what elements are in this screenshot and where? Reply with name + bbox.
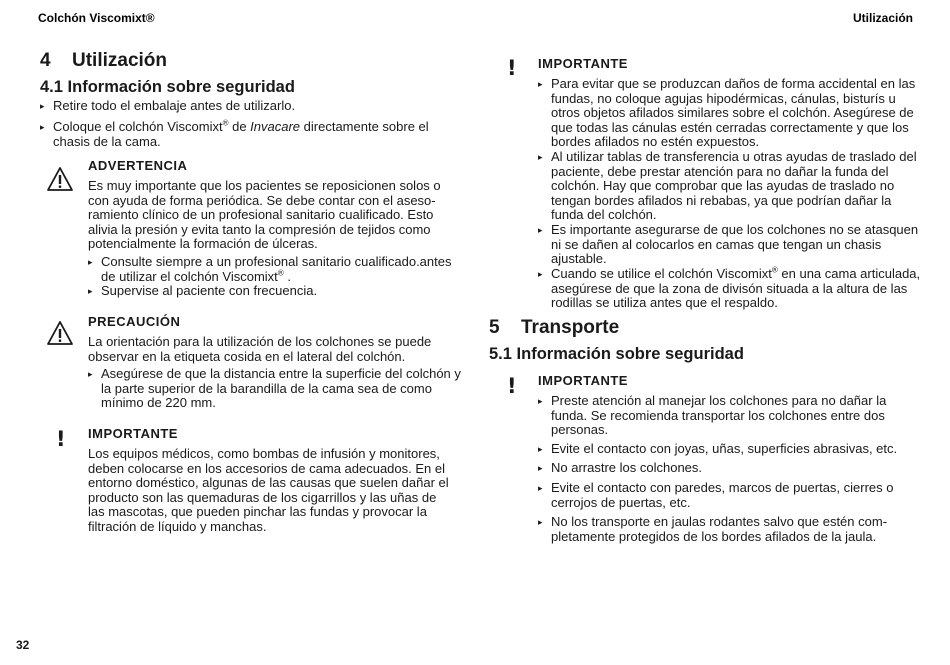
- section-5-bullet-drag: ▸ No arrastre los colchones.: [538, 461, 923, 476]
- running-header-product: [38, 11, 155, 25]
- importante-label: IMPORTANTE: [88, 426, 178, 441]
- importante-text: Los equipos médicos, como bombas de infusión y monitores, deben colocarse en los accesorios de cama adecuados. En el entorno doméstico, algunas de las causas que suelen dañar el producto son las quemaduras de los cigarrillos y las uñas de las mascotas, que pueden pinchar las fundas y provocar la filtración de líquido y manchas.: [88, 446, 449, 534]
- section-4-1-heading: [40, 78, 295, 97]
- exclamation-icon: !: [507, 374, 517, 398]
- bullet-remove-packaging: ▸ Retire todo el embalaje antes de utilizarlo.: [40, 99, 463, 114]
- section-5-title: Transporte: [521, 317, 620, 338]
- section-4-title: Utilización: [72, 50, 168, 71]
- precaucion-bullet-distance: ▸ Asegúrese de que la distancia entre la superficie del colchón y la parte superior de la barandilla de la cama sea de como mínimo de 220 mm.: [88, 367, 473, 411]
- precaucion-label: PRECAUCIÓN: [88, 314, 181, 329]
- section-4-1-title: Información sobre seguridad: [67, 78, 295, 96]
- exclamation-icon: !: [56, 427, 66, 451]
- right-importante-label: IMPORTANTE: [538, 56, 628, 71]
- running-header-section: Utilización: [852, 11, 913, 25]
- advertencia-text: Es muy importante que los pacientes se reposicionen solos o con ayuda de forma periódica. Se debe contar con el asesoramiento clínico de un profesional sanitario cualificado. Esto alivia la presión y evita tanto la compresión de tejidos como potencialmente la formación de úlceras.: [88, 178, 441, 252]
- section-5-bullet-cages: ▸ No los transporte en jaulas rodantes salvo que estén completamente protegidos de los bordes afilados de la jaula.: [538, 515, 923, 544]
- section-5-bullet-jewelry: ▸ Evite el contacto con joyas, uñas, superficies abrasivas, etc.: [538, 442, 923, 457]
- advertencia-bullet-supervise: ▸ Supervise al paciente con frecuencia.: [88, 284, 467, 299]
- right-importante-bullet-transfer: ▸ Al utilizar tablas de transferencia u otras ayudas de traslado del paciente, debe prestar atención para no dañar la funda del colchón. Hay que comprobar que las ayudas de traslado no tengan bordes afilados ni rebabas, ya que podrían dañar la funda del colchón.: [538, 150, 923, 223]
- bullet-place-mattress: ▸ Coloque el colchón Viscomixt® de Invacare directamente sobre el chasis de la cama.: [40, 120, 463, 149]
- exclamation-icon: !: [507, 56, 517, 80]
- page-number: 32: [16, 638, 30, 652]
- right-importante-bullet-needles: ▸ Para evitar que se produzcan daños de forma accidental en las fundas, no coloque agujas hipodérmicas, cánulas, bisturís u otros objetos afilados similares sobre el colchón. Asegúrese de que todas las cánulas estén cerradas correctamente y que los bordes afilados no estén expuestos.: [538, 77, 923, 150]
- section-5-bullet-handling: ▸ Preste atención al manejar los colchones para no dañar la funda. Se recomienda transportar los colchones entre dos personas.: [538, 394, 923, 438]
- precaucion-text: La orientación para la utilización de los colchones se puede observar en la etiqueta cosida en el lateral del colchón.: [88, 334, 432, 364]
- right-importante-bullet-articulated: ▸ Cuando se utilice el colchón Viscomixt® en una cama articulada, asegúrese de que la zona de divisón situada a la altura de las rodillas se utiliza antes que el respaldo.: [538, 267, 923, 311]
- section-5-heading: [489, 317, 619, 339]
- header-product-text: Colchón Viscomixt®: [38, 11, 155, 25]
- advertencia-bullet-consult: ▸ Consulte siempre a un profesional sanitario cualificado.antes de utilizar el colchón Viscomixt® .: [88, 255, 467, 284]
- section-5-importante-label: IMPORTANTE: [538, 373, 628, 388]
- section-5-1-title: Información sobre seguridad: [516, 345, 744, 363]
- section-4-number: 4: [40, 50, 51, 71]
- section-4-1-number: 4.1: [40, 78, 63, 96]
- right-importante-bullet-adjustable: ▸ Es importante asegurarse de que los colchones no se atasquen ni se dañen al colocarlos en camas que tengan un chasis ajustable.: [538, 223, 923, 267]
- caution-triangle-icon: [46, 320, 74, 346]
- section-5-bullet-walls: ▸ Evite el contacto con paredes, marcos de puertas, cierres o cerrojos de puertas, etc.: [538, 481, 923, 510]
- section-5-number: 5: [489, 317, 500, 338]
- section-5-1-number: 5.1: [489, 345, 512, 363]
- warning-triangle-icon: [46, 166, 74, 192]
- section-5-1-heading: [489, 345, 744, 364]
- advertencia-label: ADVERTENCIA: [88, 158, 188, 173]
- section-4-heading: [40, 50, 167, 72]
